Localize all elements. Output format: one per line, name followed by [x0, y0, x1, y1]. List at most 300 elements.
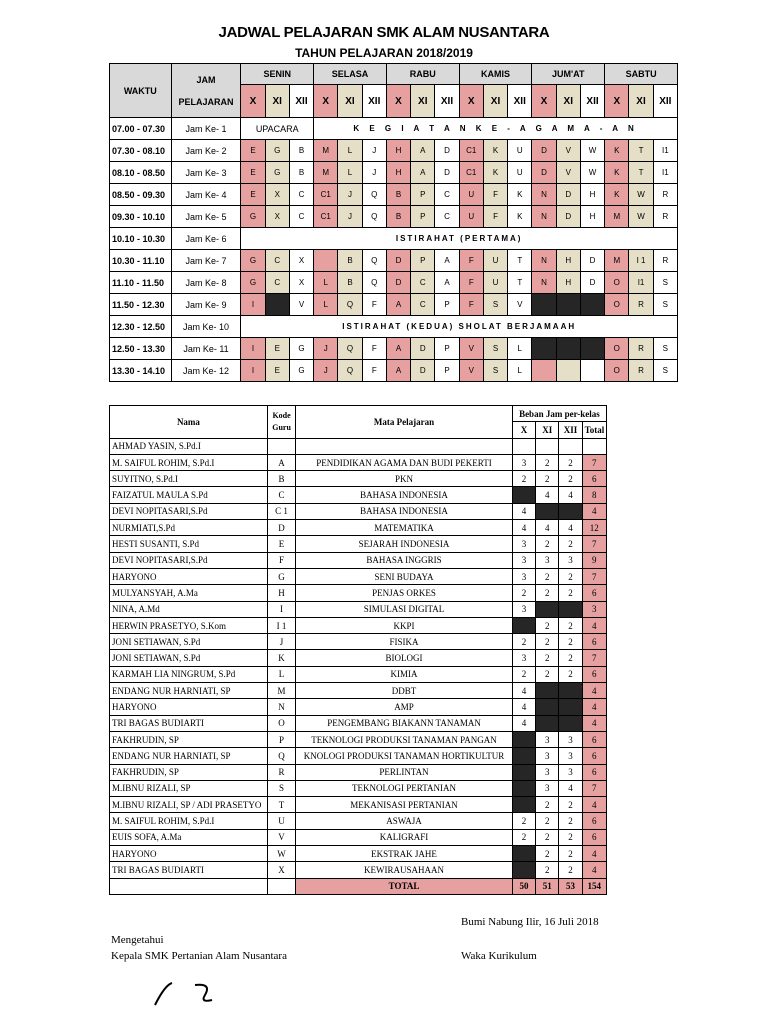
subject-name: MEKANISASI PERTANIAN — [296, 797, 513, 813]
subject-name: BAHASA INDONESIA — [296, 503, 513, 519]
load-xii — [559, 438, 582, 454]
subject-cell: D — [532, 140, 556, 162]
teacher-name: TRI BAGAS BUDIARTI — [110, 715, 268, 731]
subject-cell: A — [386, 294, 410, 316]
jam-cell: Jam Ke- 5 — [171, 206, 241, 228]
teacher-code: J — [267, 634, 295, 650]
teacher-code: S — [267, 780, 295, 796]
load-x — [512, 487, 535, 503]
subject-cell: L — [508, 360, 532, 382]
subject-cell: X — [289, 250, 313, 272]
subject-cell: E — [265, 338, 289, 360]
subject-cell: D — [556, 184, 580, 206]
day-header: SENIN — [241, 64, 314, 85]
load-x: 4 — [512, 699, 535, 715]
place-date: Bumi Nabung Ilir, 16 Juli 2018 — [461, 916, 599, 928]
subject-cell: R — [629, 294, 653, 316]
subject-cell: P — [411, 250, 435, 272]
class-header: XI — [338, 85, 362, 118]
teacher-row — [110, 829, 607, 845]
subject-name: AMP — [296, 699, 513, 715]
subject-cell: G — [289, 360, 313, 382]
waktu-cell: 11.50 - 12.30 — [110, 294, 172, 316]
waktu-cell: 13.30 - 14.10 — [110, 360, 172, 382]
kegiatan-span: K E G I A T A N K E - A G A M A - A N — [314, 118, 678, 140]
load-xii — [559, 601, 582, 617]
teacher-code: I 1 — [267, 617, 295, 633]
class-header: XII — [653, 85, 677, 118]
subject-name: KALIGRAFI — [296, 829, 513, 845]
teacher-code: K — [267, 650, 295, 666]
subject-cell: W — [629, 206, 653, 228]
load-xii: 2 — [559, 454, 582, 470]
teacher-name: SUYITNO, S.Pd.I — [110, 471, 268, 487]
class-header: XII — [289, 85, 313, 118]
teacher-name: HESTI SUSANTI, S.Pd — [110, 536, 268, 552]
teacher-name: M.IBNU RIZALI, SP — [110, 780, 268, 796]
subject-cell: I 1 — [629, 250, 653, 272]
jam-cell: Jam Ke- 4 — [171, 184, 241, 206]
teacher-row — [110, 520, 607, 536]
teacher-code: P — [267, 731, 295, 747]
subject-cell: U — [459, 206, 483, 228]
jam-cell: Jam Ke- 12 — [171, 360, 241, 382]
load-x — [512, 617, 535, 633]
load-xii: 4 — [559, 780, 582, 796]
schedule-row — [110, 338, 678, 360]
class-header: X — [386, 85, 410, 118]
load-xii: 3 — [559, 552, 582, 568]
subject-cell: B — [338, 250, 362, 272]
jam-cell: Jam Ke- 6 — [171, 228, 241, 250]
subject-cell — [314, 250, 338, 272]
page-subtitle: TAHUN PELAJARAN 2018/2019 — [295, 46, 473, 60]
load-total: 8 — [582, 487, 606, 503]
subject-cell: V — [508, 294, 532, 316]
load-x: 3 — [512, 536, 535, 552]
col-beban: Beban Jam per-kelas — [512, 406, 606, 422]
teacher-name: DEVI NOPITASARI,S.Pd — [110, 552, 268, 568]
subject-cell: W — [580, 140, 604, 162]
subject-name: BAHASA INGGRIS — [296, 552, 513, 568]
load-x: 2 — [512, 634, 535, 650]
class-header: XII — [508, 85, 532, 118]
load-xi: 4 — [536, 487, 559, 503]
teacher-code: X — [267, 862, 295, 878]
subject-name: PENJAS ORKES — [296, 585, 513, 601]
subject-cell: X — [265, 206, 289, 228]
subject-cell: P — [411, 184, 435, 206]
load-xii: 2 — [559, 650, 582, 666]
load-total: 9 — [582, 552, 606, 568]
subject-cell: K — [508, 184, 532, 206]
class-header: X — [605, 85, 629, 118]
total-blank-1 — [110, 878, 268, 894]
page-title: JADWAL PELAJARAN SMK ALAM NUSANTARA — [218, 24, 550, 41]
col-total: Total — [582, 422, 606, 438]
schedule-row — [110, 272, 678, 294]
subject-cell: F — [459, 250, 483, 272]
schedule-header-row — [110, 64, 678, 85]
subject-cell: N — [532, 272, 556, 294]
load-xii: 2 — [559, 536, 582, 552]
teacher-row — [110, 487, 607, 503]
subject-name: PERLINTAN — [296, 764, 513, 780]
subject-cell: F — [459, 294, 483, 316]
load-total: 7 — [582, 650, 606, 666]
subject-cell: D — [386, 250, 410, 272]
load-x: 3 — [512, 568, 535, 584]
subject-cell: V — [459, 338, 483, 360]
load-xii: 2 — [559, 846, 582, 862]
subject-cell: S — [653, 338, 677, 360]
load-xii: 2 — [559, 862, 582, 878]
teacher-name: ENDANG NUR HARNIATI, SP — [110, 748, 268, 764]
load-xii — [559, 699, 582, 715]
teacher-code: G — [267, 568, 295, 584]
subject-cell: B — [289, 162, 313, 184]
load-total: 4 — [582, 683, 606, 699]
schedule-row — [110, 162, 678, 184]
subject-cell: B — [289, 140, 313, 162]
subject-cell: Q — [362, 272, 386, 294]
jam-cell: Jam Ke- 1 — [171, 118, 241, 140]
load-x: 2 — [512, 585, 535, 601]
load-xii: 2 — [559, 829, 582, 845]
schedule-row — [110, 206, 678, 228]
teacher-name: TRI BAGAS BUDIARTI — [110, 862, 268, 878]
subject-cell: I — [241, 338, 265, 360]
subject-cell: A — [435, 272, 459, 294]
load-total: 6 — [582, 585, 606, 601]
subject-name: SEJARAH INDONESIA — [296, 536, 513, 552]
subject-cell: F — [483, 184, 507, 206]
subject-cell: F — [362, 360, 386, 382]
teacher-name: ENDANG NUR HARNIATI, SP — [110, 683, 268, 699]
subject-cell — [265, 294, 289, 316]
teacher-code: H — [267, 585, 295, 601]
load-xi — [536, 601, 559, 617]
subject-cell — [532, 294, 556, 316]
schedule-row — [110, 294, 678, 316]
subject-cell: I — [241, 294, 265, 316]
subject-cell: D — [411, 360, 435, 382]
load-total: 6 — [582, 813, 606, 829]
waktu-cell: 10.30 - 11.10 — [110, 250, 172, 272]
load-xi — [536, 699, 559, 715]
subject-cell: R — [653, 250, 677, 272]
subject-cell — [580, 338, 604, 360]
subject-cell: W — [629, 184, 653, 206]
teacher-code: R — [267, 764, 295, 780]
load-xii — [559, 715, 582, 731]
subject-cell: E — [241, 162, 265, 184]
waktu-cell: 08.50 - 09.30 — [110, 184, 172, 206]
subject-cell: S — [483, 360, 507, 382]
load-total: 12 — [582, 520, 606, 536]
load-x: 3 — [512, 601, 535, 617]
load-xii: 3 — [559, 748, 582, 764]
subject-cell: Q — [362, 206, 386, 228]
teacher-code: E — [267, 536, 295, 552]
upacara-cell: UPACARA — [241, 118, 314, 140]
subject-cell: F — [362, 294, 386, 316]
teacher-row — [110, 797, 607, 813]
subject-cell: G — [241, 250, 265, 272]
col-jam-header: JAM PELAJARAN — [171, 64, 241, 118]
jam-cell: Jam Ke- 7 — [171, 250, 241, 272]
load-xi: 2 — [536, 797, 559, 813]
subject-cell: K — [605, 140, 629, 162]
class-header: XI — [265, 85, 289, 118]
load-xi: 3 — [536, 552, 559, 568]
subject-cell: K — [483, 162, 507, 184]
subject-cell: P — [435, 360, 459, 382]
col-xi: XI — [536, 422, 559, 438]
class-header: XII — [435, 85, 459, 118]
waka-label: Waka Kurikulum — [461, 950, 537, 962]
teacher-row — [110, 454, 607, 470]
teacher-name: MULYANSYAH, A.Ma — [110, 585, 268, 601]
subject-cell: Q — [362, 184, 386, 206]
teacher-row — [110, 731, 607, 747]
subject-cell: K — [605, 162, 629, 184]
teacher-total-row — [110, 878, 607, 894]
subject-cell: I1 — [629, 272, 653, 294]
subject-cell: T — [508, 272, 532, 294]
teacher-name: FAKHRUDIN, SP — [110, 764, 268, 780]
subject-name: KKPI — [296, 617, 513, 633]
waktu-cell: 12.30 - 12.50 — [110, 316, 172, 338]
subject-cell: D — [386, 272, 410, 294]
subject-name: BIOLOGI — [296, 650, 513, 666]
teacher-header-row — [110, 406, 607, 422]
load-xi: 2 — [536, 617, 559, 633]
load-xii: 2 — [559, 666, 582, 682]
subject-cell: C1 — [459, 162, 483, 184]
load-xi: 3 — [536, 764, 559, 780]
teacher-row — [110, 846, 607, 862]
day-header: SELASA — [314, 64, 387, 85]
load-x: 2 — [512, 471, 535, 487]
teacher-row — [110, 536, 607, 552]
class-header: XI — [556, 85, 580, 118]
class-header: X — [532, 85, 556, 118]
waktu-cell: 10.10 - 10.30 — [110, 228, 172, 250]
teacher-code: Q — [267, 748, 295, 764]
subject-name: KIMIA — [296, 666, 513, 682]
total-blank-2 — [267, 878, 295, 894]
kepala-label: Kepala SMK Pertanian Alam Nusantara — [111, 950, 287, 962]
subject-cell — [532, 360, 556, 382]
load-xii: 2 — [559, 568, 582, 584]
teacher-name: EUIS SOFA, A.Ma — [110, 829, 268, 845]
class-header: XII — [580, 85, 604, 118]
jam-cell: Jam Ke- 10 — [171, 316, 241, 338]
subject-cell: U — [459, 184, 483, 206]
teacher-code: V — [267, 829, 295, 845]
subject-cell: C — [435, 206, 459, 228]
load-x — [512, 797, 535, 813]
subject-cell: B — [338, 272, 362, 294]
subject-cell: C — [265, 272, 289, 294]
subject-cell: U — [508, 140, 532, 162]
load-xi: 2 — [536, 666, 559, 682]
load-xi — [536, 503, 559, 519]
signature-mark — [150, 975, 230, 1015]
subject-cell: H — [386, 140, 410, 162]
teacher-row — [110, 634, 607, 650]
subject-cell: H — [556, 272, 580, 294]
schedule-table — [109, 63, 678, 382]
waktu-cell: 07.00 - 07.30 — [110, 118, 172, 140]
schedule-row — [110, 118, 678, 140]
teacher-name: HERWIN PRASETYO, S.Kom — [110, 617, 268, 633]
teacher-table — [109, 405, 607, 895]
load-xii: 2 — [559, 617, 582, 633]
subject-cell: A — [386, 360, 410, 382]
total-total: 154 — [582, 878, 606, 894]
subject-cell: J — [362, 140, 386, 162]
load-xii: 3 — [559, 731, 582, 747]
class-header: XI — [629, 85, 653, 118]
subject-name: PKN — [296, 471, 513, 487]
subject-cell: E — [265, 360, 289, 382]
load-xii: 3 — [559, 764, 582, 780]
subject-cell: D — [580, 272, 604, 294]
teacher-row — [110, 601, 607, 617]
subject-name: KNOLOGI PRODUKSI TANAMAN HORTIKULTUR — [296, 748, 513, 764]
subject-cell: R — [629, 360, 653, 382]
subject-cell: B — [386, 184, 410, 206]
waktu-cell: 09.30 - 10.10 — [110, 206, 172, 228]
load-xi — [536, 683, 559, 699]
teacher-row — [110, 585, 607, 601]
load-xi: 2 — [536, 471, 559, 487]
teacher-name: FAKHRUDIN, SP — [110, 731, 268, 747]
subject-cell: P — [411, 206, 435, 228]
load-xi: 2 — [536, 568, 559, 584]
load-xi — [536, 438, 559, 454]
subject-name — [296, 438, 513, 454]
load-xi: 3 — [536, 731, 559, 747]
teacher-name: HARYONO — [110, 846, 268, 862]
subject-name: FISIKA — [296, 634, 513, 650]
subject-name: SENI BUDAYA — [296, 568, 513, 584]
subject-cell: S — [653, 272, 677, 294]
teacher-code: N — [267, 699, 295, 715]
subject-cell: I — [241, 360, 265, 382]
subject-name: ASWAJA — [296, 813, 513, 829]
teacher-code: F — [267, 552, 295, 568]
subject-cell: U — [483, 250, 507, 272]
subject-cell: J — [362, 162, 386, 184]
subject-cell: H — [386, 162, 410, 184]
subject-cell: H — [556, 250, 580, 272]
subject-cell: I1 — [653, 140, 677, 162]
teacher-code: W — [267, 846, 295, 862]
load-x: 4 — [512, 503, 535, 519]
subject-cell: C — [289, 184, 313, 206]
teacher-row — [110, 552, 607, 568]
subject-cell: C1 — [314, 184, 338, 206]
load-x: 2 — [512, 813, 535, 829]
subject-name: TEKNOLOGI PRODUKSI TANAMAN PANGAN — [296, 731, 513, 747]
subject-name: PENGEMBANG BIAKANN TANAMAN — [296, 715, 513, 731]
load-x: 4 — [512, 520, 535, 536]
subject-name: DDBT — [296, 683, 513, 699]
subject-cell: M — [605, 206, 629, 228]
teacher-row — [110, 862, 607, 878]
subject-cell: K — [605, 184, 629, 206]
col-nama: Nama — [110, 406, 268, 439]
load-total: 4 — [582, 846, 606, 862]
load-x: 2 — [512, 829, 535, 845]
subject-cell — [532, 338, 556, 360]
subject-cell: W — [580, 162, 604, 184]
load-xii: 2 — [559, 797, 582, 813]
subject-cell: B — [386, 206, 410, 228]
subject-cell: S — [483, 294, 507, 316]
subject-cell: Q — [362, 250, 386, 272]
col-waktu-header: WAKTU — [110, 64, 172, 118]
jam-cell: Jam Ke- 9 — [171, 294, 241, 316]
schedule-row — [110, 228, 678, 250]
subject-cell: H — [580, 184, 604, 206]
teacher-name: NINA, A.Md — [110, 601, 268, 617]
load-total: 3 — [582, 601, 606, 617]
load-x: 2 — [512, 666, 535, 682]
subject-cell: G — [241, 206, 265, 228]
teacher-name: JONI SETIAWAN, S.Pd — [110, 634, 268, 650]
subject-cell: E — [241, 184, 265, 206]
teacher-row — [110, 748, 607, 764]
subject-cell: D — [556, 206, 580, 228]
load-xi: 2 — [536, 862, 559, 878]
subject-cell: P — [435, 338, 459, 360]
teacher-name: JONI SETIAWAN, S.Pd — [110, 650, 268, 666]
subject-cell: D — [411, 338, 435, 360]
subject-cell: E — [241, 140, 265, 162]
mengetahui-label: Mengetahui — [111, 934, 164, 946]
subject-cell: S — [653, 294, 677, 316]
teacher-name: FAIZATUL MAULA S.Pd — [110, 487, 268, 503]
break-span: ISTIRAHAT (KEDUA) SHOLAT BERJAMAAH — [241, 316, 678, 338]
subject-cell: L — [338, 162, 362, 184]
subject-cell: A — [411, 162, 435, 184]
teacher-row — [110, 813, 607, 829]
load-xi: 2 — [536, 634, 559, 650]
load-total: 4 — [582, 699, 606, 715]
subject-cell: C — [411, 272, 435, 294]
load-xii — [559, 683, 582, 699]
subject-cell: S — [483, 338, 507, 360]
teacher-name: M.IBNU RIZALI, SP / ADI PRASETYO — [110, 797, 268, 813]
teacher-name: HARYONO — [110, 699, 268, 715]
schedule-row — [110, 140, 678, 162]
subject-cell: C1 — [459, 140, 483, 162]
teacher-row — [110, 471, 607, 487]
subject-cell: G — [265, 140, 289, 162]
load-x — [512, 862, 535, 878]
class-header: XI — [411, 85, 435, 118]
load-total: 6 — [582, 731, 606, 747]
subject-cell: L — [314, 272, 338, 294]
subject-cell: N — [532, 250, 556, 272]
subject-name: EKSTRAK JAHE — [296, 846, 513, 862]
teacher-code: C 1 — [267, 503, 295, 519]
subject-cell: C — [265, 250, 289, 272]
